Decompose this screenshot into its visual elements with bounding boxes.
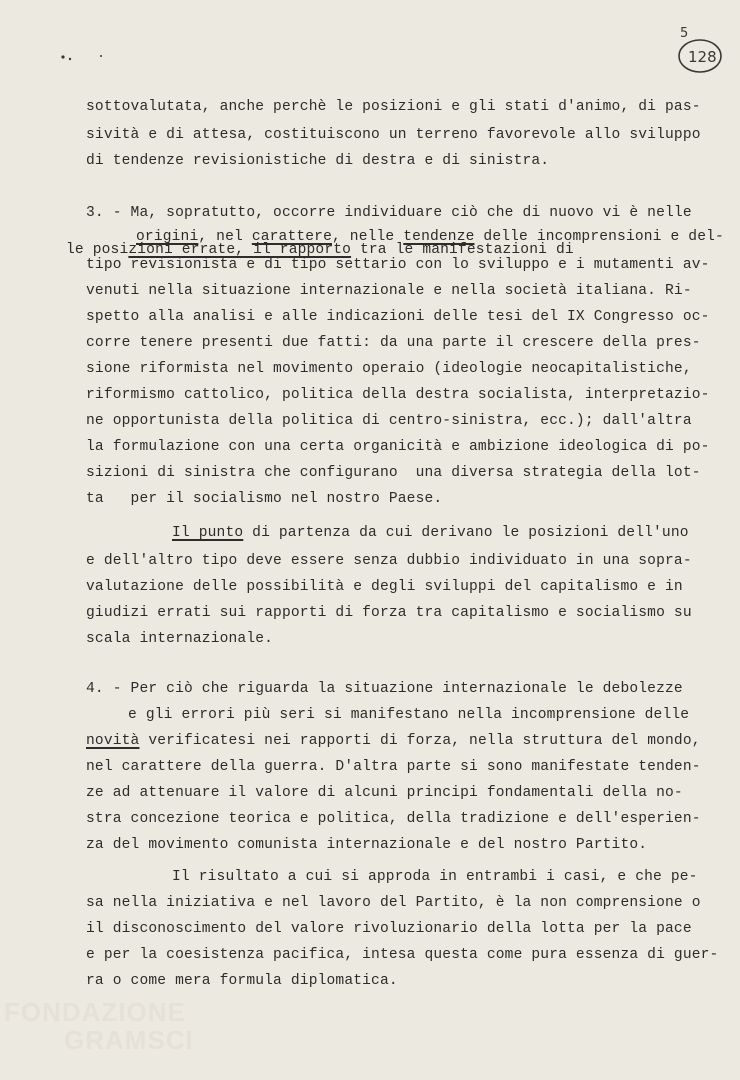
page-number-prefix: 5 bbox=[680, 26, 689, 41]
section3-line-1: 3. - Ma, sopratutto, occorre individuare ciò che di nuovo vi è nelle bbox=[86, 205, 692, 221]
intro-line-3: di tendenze revisionistiche di destra e di sinistra. bbox=[86, 153, 550, 169]
text-fragment: , nel bbox=[198, 229, 252, 245]
section3-line-6: spetto alla analisi e alle indicazioni delle tesi del IX Congresso oc- bbox=[86, 309, 710, 325]
risultato-line-4: e per la coesistenza pacifica, intesa questa come pura essenza di guer- bbox=[86, 947, 719, 963]
risultato-line-1: Il risultato a cui si approda in entrambi i casi, e che pe- bbox=[172, 869, 698, 885]
section4-line-3 bbox=[86, 732, 701, 750]
punto-line-5: scala internazionale. bbox=[86, 631, 274, 647]
section3-line-9: riformismo cattolico, politica della destra socialista, interpretazio- bbox=[86, 387, 710, 403]
section3-line-5: venuti nella situazione internazionale e nella società italiana. Ri- bbox=[86, 283, 692, 299]
intro-line-2: sività e di attesa, costituiscono un terreno favorevole allo sviluppo bbox=[86, 127, 701, 143]
handwritten-page-number bbox=[676, 22, 724, 82]
section4-line-1: 4. - Per ciò che riguarda la situazione internazionale le debolezze bbox=[86, 681, 683, 697]
section3-line-4: tipo revisionista e di tipo settario con lo sviluppo e i mutamenti av- bbox=[86, 257, 710, 273]
punto-line-3: valutazione delle possibilità e degli sviluppi del capitalismo e in bbox=[86, 579, 683, 595]
underlined-il-rapporto: il rapporto bbox=[253, 242, 352, 258]
risultato-line-5: ra o come mera formula diplomatica. bbox=[86, 973, 398, 989]
section4-line-5: ze ad attenuare il valore di alcuni principi fondamentali della no- bbox=[86, 785, 683, 801]
underlined-novita: novità bbox=[86, 733, 140, 749]
risultato-line-2: sa nella iniziativa e nel lavoro del Partito, è la non comprensione o bbox=[86, 895, 701, 911]
watermark-line-2: GRAMSCI bbox=[64, 1025, 194, 1055]
underlined-origini: origini bbox=[136, 229, 199, 245]
underlined-carattere: carattere bbox=[251, 229, 332, 245]
text-fragment: verificatesi nei rapporti di forza, nella struttura del mondo, bbox=[139, 733, 701, 749]
section3-line-11: la formulazione con una certa organicità e ambizione ideologica di po- bbox=[86, 439, 710, 455]
punto-line-1 bbox=[172, 524, 689, 542]
watermark-line-1: FONDAZIONE bbox=[4, 997, 186, 1027]
section3-line-8: sione riformista nel movimento operaio (ideologie neocapitalistiche, bbox=[86, 361, 692, 377]
section3-line-12: sizioni di sinistra che configurano una diversa strategia della lot- bbox=[86, 465, 701, 481]
text-fragment: tra le manifestazioni di bbox=[351, 242, 574, 258]
underlined-il-punto: Il punto bbox=[172, 525, 244, 541]
section3-line-13: ta per il socialismo nel nostro Paese. bbox=[86, 491, 443, 507]
section4-line-2: e gli errori più seri si manifestano nella incomprensione delle bbox=[128, 707, 690, 723]
section3-line-7: corre tenere presenti due fatti: da una parte il crescere della pres- bbox=[86, 335, 701, 351]
section4-line-7: za del movimento comunista internazionale e del nostro Partito. bbox=[86, 837, 648, 853]
text-fragment: delle incomprensioni e del- bbox=[474, 229, 724, 245]
intro-line-1: sottovalutata, anche perchè le posizioni e gli stati d'animo, di pas- bbox=[86, 99, 701, 115]
section3-line-10: ne opportunista della politica di centro-sinistra, ecc.); dall'altra bbox=[86, 413, 692, 429]
underlined-zioni-errate: zioni errate, bbox=[128, 242, 254, 258]
text-fragment: le posi bbox=[66, 242, 129, 258]
underlined-tendenze: tendenze bbox=[403, 229, 475, 245]
section4-line-4: nel carattere della guerra. D'altra parte si sono manifestate tenden- bbox=[86, 759, 701, 775]
punto-line-2: e dell'altro tipo deve essere senza dubbio individuato in una sopra- bbox=[86, 553, 692, 569]
page-number-text: 128 bbox=[688, 48, 717, 66]
section4-line-6: stra concezione teorica e politica, della tradizione e dell'esperien- bbox=[86, 811, 701, 827]
stray-marks bbox=[56, 54, 116, 84]
text-fragment: di partenza da cui derivano le posizioni dell'uno bbox=[243, 525, 689, 541]
risultato-line-3: il disconoscimento del valore rivoluzionario della lotta per la pace bbox=[86, 921, 692, 937]
archive-watermark bbox=[4, 996, 224, 1068]
text-fragment: , nelle bbox=[331, 229, 404, 245]
punto-line-4: giudizi errati sui rapporti di forza tra capitalismo e socialismo su bbox=[86, 605, 692, 621]
